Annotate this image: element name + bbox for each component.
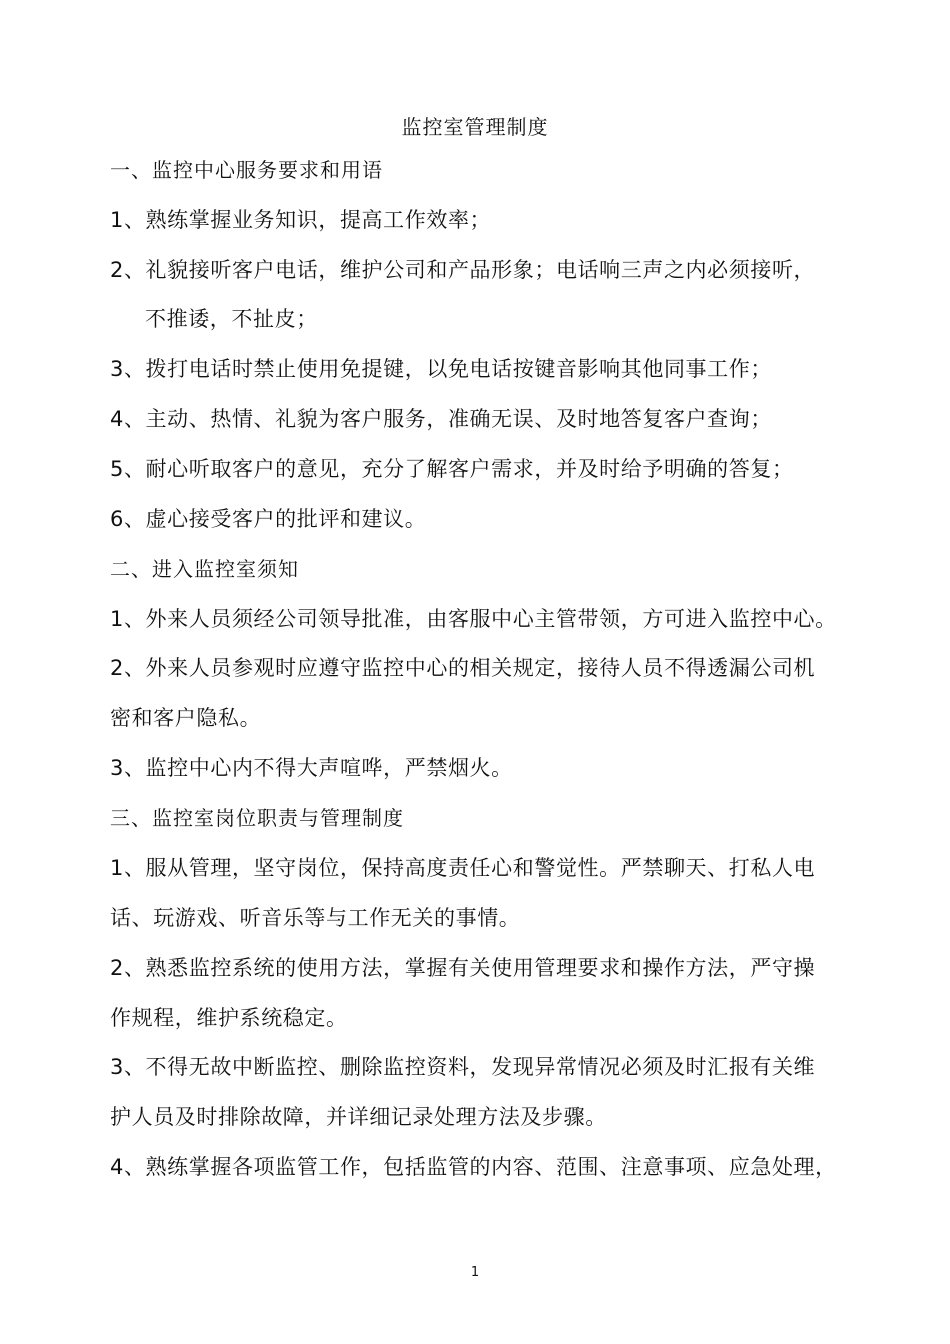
document-title: 监控室管理制度: [401, 115, 549, 139]
paragraph-line: 1、服从管理，坚守岗位，保持高度责任心和警觉性。严禁聊天、打私人电: [110, 856, 816, 880]
paragraph-line: 6、虚心接受客户的批评和建议。: [110, 507, 427, 531]
page-number: 1: [470, 1265, 480, 1280]
paragraph-line: 2、熟悉监控系统的使用方法，掌握有关使用管理要求和操作方法，严守操: [110, 956, 816, 980]
paragraph-line: 护人员及时排除故障，并详细记录处理方法及步骤。: [110, 1105, 607, 1129]
paragraph-line: 1、熟练掌握业务知识，提高工作效率；: [110, 208, 492, 232]
section-heading-1: 一、监控中心服务要求和用语: [110, 158, 383, 182]
paragraph-line: 5、耐心听取客户的意见，充分了解客户需求，并及时给予明确的答复；: [110, 457, 794, 481]
paragraph-line: 话、玩游戏、听音乐等与工作无关的事情。: [110, 906, 521, 930]
paragraph-line: 3、不得无故中断监控、删除监控资料，发现异常情况必须及时汇报有关维: [110, 1055, 816, 1079]
section-heading-3: 三、监控室岗位职责与管理制度: [110, 806, 404, 830]
paragraph-line: 1、外来人员须经公司领导批准，由客服中心主管带领，方可进入监控中心。: [110, 607, 837, 631]
paragraph-line: 密和客户隐私。: [110, 706, 262, 730]
paragraph-line: 2、外来人员参观时应遵守监控中心的相关规定，接待人员不得透漏公司机: [110, 656, 816, 680]
paragraph-line: 作规程，维护系统稳定。: [110, 1006, 348, 1030]
paragraph-line: 4、熟练掌握各项监管工作，包括监管的内容、范围、注意事项、应急处理，: [110, 1155, 837, 1179]
paragraph-line: 4、主动、热情、礼貌为客户服务，准确无误、及时地答复客户查询；: [110, 407, 772, 431]
paragraph-line: 2、礼貌接听客户电话，维护公司和产品形象；电话响三声之内必须接听，: [110, 258, 816, 282]
paragraph-line: 3、拨打电话时禁止使用免提键，以免电话按键音影响其他同事工作；: [110, 357, 772, 381]
paragraph-line: 3、监控中心内不得大声喧哗，严禁烟火。: [110, 756, 513, 780]
paragraph-line: 不推诿，不扯皮；: [145, 307, 318, 331]
section-heading-2: 二、进入监控室须知: [110, 557, 299, 581]
